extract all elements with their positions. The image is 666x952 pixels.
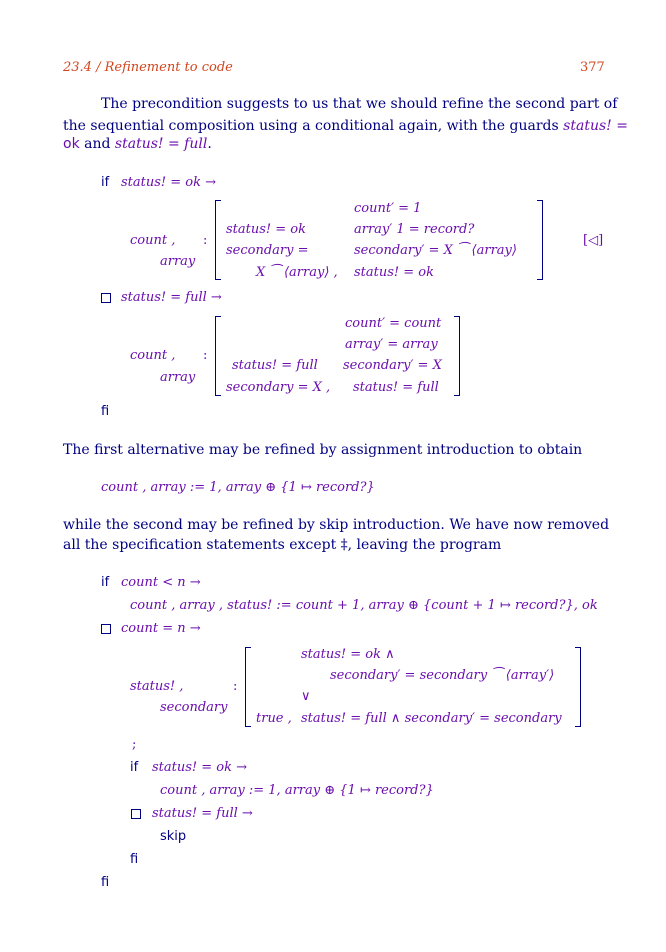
bracket-left — [245, 647, 251, 727]
keyword-fi: fi — [130, 852, 139, 867]
guard-1: count < n → — [121, 575, 201, 590]
frame-1b: array — [160, 254, 196, 269]
keyword-if: if — [101, 175, 110, 190]
box-icon — [101, 293, 111, 303]
pre-1: status! = ok — [226, 222, 306, 237]
paragraph-3-line-1: while the second may be refined by skip introduction. We have now removed — [63, 517, 610, 533]
pre-2: secondary = — [226, 243, 309, 258]
assignment: count , array , status! := count + 1, array ⊕ {count + 1 ↦ record?}, ok — [130, 598, 598, 613]
bracket-left — [215, 200, 221, 280]
paragraph-2: The first alternative may be refined by assignment introduction to obtain — [63, 442, 583, 458]
bracket-right — [454, 316, 460, 396]
text: . — [207, 136, 212, 152]
text: and — [79, 136, 115, 152]
text: the sequential composition using a conditional again, with the guards — [63, 118, 564, 134]
post-2: array′ 1 = record? — [354, 222, 475, 237]
keyword-if: if — [130, 760, 139, 775]
guard-3: status! = ok → — [152, 760, 248, 775]
paragraph-1-line-1: The precondition suggests to us that we should refine the second part of — [101, 96, 618, 112]
math: status! = full — [114, 136, 208, 152]
guard-2: status! = full → — [121, 290, 222, 305]
running-header: 23.4 / Refinement to code — [63, 60, 233, 75]
post-4: status! = full ∧ secondary′ = secondary — [301, 711, 562, 726]
guard-4: status! = full → — [152, 806, 253, 821]
math: status! = — [563, 118, 628, 134]
post-3: secondary′ = X — [343, 358, 442, 373]
paragraph-3-line-2: all the specification statements except ‡, leaving the program — [63, 537, 502, 553]
keyword-fi: fi — [101, 404, 110, 419]
pre-1: status! = full — [232, 358, 318, 373]
post-3: secondary′ = X ⁀ ⟨array⟩ — [354, 243, 517, 258]
keyword-fi: fi — [101, 875, 110, 890]
frame-2b: array — [160, 370, 196, 385]
frame: status! , — [130, 679, 184, 694]
paragraph-1-line-2 — [63, 118, 628, 134]
assignment-1: count , array := 1, array ⊕ {1 ↦ record?} — [101, 480, 375, 495]
pre-2: secondary = X , — [226, 380, 331, 395]
post-1: count′ = 1 — [354, 201, 422, 216]
post-1: count′ = count — [345, 316, 442, 331]
guard-1: status! = ok → — [121, 175, 217, 190]
math: ok — [63, 136, 80, 152]
post-2: secondary′ = secondary ⁀ ⟨array′⟩ — [330, 668, 555, 683]
post-4: status! = ok — [354, 265, 434, 280]
post-2: array′ = array — [345, 337, 438, 352]
post-3: ∨ — [301, 689, 311, 704]
post-1: status! = ok ∧ — [301, 647, 395, 662]
post-4: status! = full — [353, 380, 439, 395]
page-number: 377 — [580, 60, 605, 75]
box-icon — [131, 809, 141, 819]
bracket-right — [575, 647, 581, 727]
guard-2: count = n → — [121, 621, 201, 636]
keyword-if: if — [101, 575, 110, 590]
frame-1: count , — [130, 233, 176, 248]
paragraph-1-line-3 — [63, 136, 212, 152]
frame-2: secondary — [160, 700, 228, 715]
colon: : — [203, 348, 208, 363]
bracket-right — [537, 200, 543, 280]
assignment: count , array := 1, array ⊕ {1 ↦ record?} — [160, 783, 434, 798]
colon: : — [203, 233, 208, 248]
colon: : — [233, 679, 238, 694]
precondition: true , — [256, 711, 292, 726]
bracket-left — [215, 316, 221, 396]
semicolon: ; — [132, 737, 137, 752]
keyword-skip: skip — [160, 829, 187, 844]
frame-2: count , — [130, 348, 176, 363]
equation-label: [◁] — [583, 233, 604, 248]
box-icon — [101, 624, 111, 634]
pre-3: X ⁀ ⟨array⟩ , — [256, 265, 338, 280]
